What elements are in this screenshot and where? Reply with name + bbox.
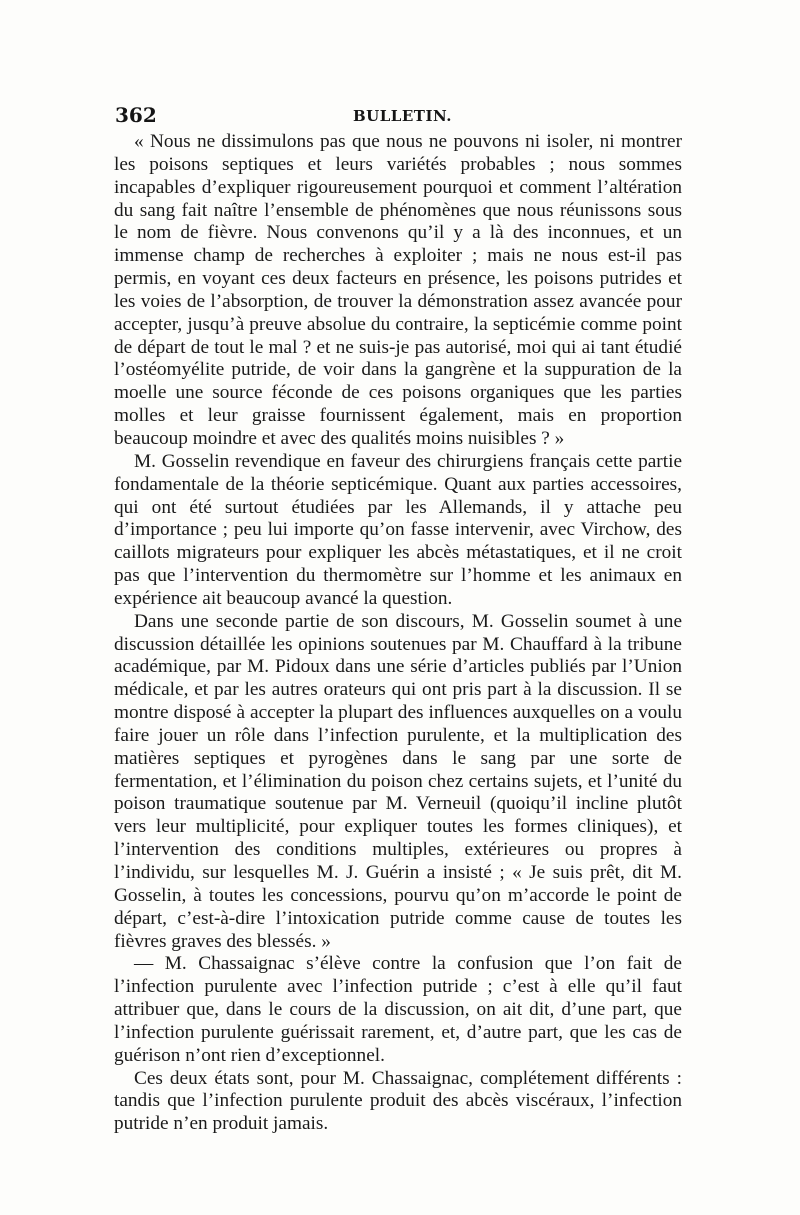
page-header	[115, 103, 670, 127]
page-number: 362	[115, 103, 157, 127]
paragraph-chassaignac-confusion: — M. Chassaignac s’élève contre la confusion que l’on fait de l’infection purulente avec l’infection putride ; c’est à elle qu’il faut attribuer que, dans le cours de la discussion, on ait dit, d’une part, que l’infection purulente guérissait rarement, et, d’autre part, que les cas de guérison n’ont rien d’exceptionnel.	[114, 953, 682, 1066]
paragraph-gosselin-second-part: Dans une seconde partie de son discours, M. Gosselin soumet à une discussion détaillée les opinions soutenues par M. Chauffard à la tribune académique, par M. Pidoux dans une série d’articles publiés par l’Union médicale, et par les autres orateurs qui ont pris part à la discussion. Il se montre disposé à accepter la plupart des influences auxquelles on a voulu faire jouer un rôle dans l’infection purulente, et la multiplication des matières septiques et pyrogènes dans le sang par une sorte de fermentation, et l’élimination du poison chez certains sujets, et l’unité du poison traumatique soutenue par M. Verneuil (quoiqu’il incline plutôt vers leur multiplicité, pour expliquer toutes les formes cliniques), et l’intervention des conditions multiples, extérieures ou propres à l’individu, sur lesquelles M. J. Guérin a insisté ; « Je suis prêt, dit M. Gosselin, à toutes les concessions, pourvu qu’on m’accorde le point de départ, c’est-à-dire l’intoxication putride comme cause de toutes les fièvres graves des blessés. »	[114, 610, 682, 952]
running-head: BULLETIN.	[353, 107, 452, 125]
body-text	[114, 131, 682, 1136]
paragraph-septic-poisons-quote: « Nous ne dissimulons pas que nous ne pouvons ni isoler, ni montrer les poisons septiques et leurs variétés probables ; nous sommes incapables d’expliquer rigoureusement pourquoi et comment l’altération du sang fait naître l’ensemble de phénomènes que nous réunissons sous le nom de fièvre. Nous convenons qu’il y a là des inconnues, et un immense champ de recherches à exploiter ; mais ne nous est-il pas permis, en voyant ces deux facteurs en présence, les poisons putrides et les voies de l’absorption, de trouver la démonstration assez avancée pour accepter, jusqu’à preuve absolue du contraire, la septicémie comme point de départ de tout le mal ? et ne suis-je pas autorisé, moi qui ai tant étudié l’ostéomyélite putride, de voir dans la gangrène et la suppuration de la moelle une source féconde de ces poisons organiques que les parties molles et leur graisse fournissent également, mais en proportion beaucoup moindre et avec des qualités moins nuisibles ? »	[114, 131, 682, 449]
paragraph-chassaignac-states: Ces deux états sont, pour M. Chassaignac, complétement différents : tandis que l’infection purulente produit des abcès viscéraux, l’infection putride n’en produit jamais.	[114, 1067, 682, 1135]
paragraph-gosselin-french-surgeons: M. Gosselin revendique en faveur des chirurgiens français cette partie fondamentale de la théorie septicémique. Quant aux parties accessoires, qui ont été surtout étudiées par les Allemands, il y attache peu d’importance ; peu lui importe qu’on fasse intervenir, avec Virchow, des caillots migrateurs pour expliquer les abcès métastatiques, et il ne croit pas que l’intervention du thermomètre sur l’homme et les animaux en expérience ait beaucoup avancé la question.	[114, 450, 682, 609]
